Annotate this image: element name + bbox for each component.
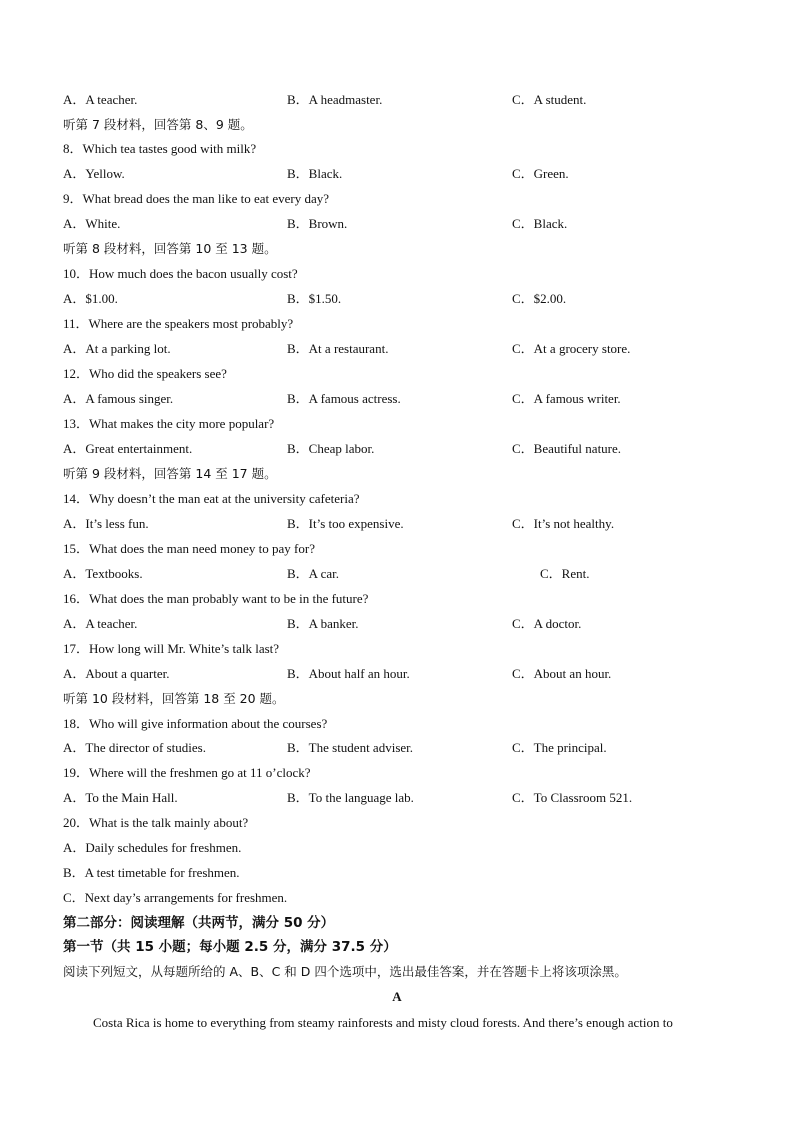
section-8-instruction: 听第 8 段材料，回答第 10 至 13 题。	[63, 241, 277, 256]
q7-option-b: B．A headmaster.	[287, 92, 383, 107]
q16-question: 16．What does the man probably want to be in the future?	[63, 591, 369, 606]
q19-question: 19．Where will the freshmen go at 11 o’clock?	[63, 765, 311, 780]
q11-option-c: C．At a grocery store.	[512, 341, 631, 356]
q18-option-b: B．The student adviser.	[287, 740, 414, 755]
q11-option-b: B．At a restaurant.	[287, 341, 389, 356]
q13-question: 13．What makes the city more popular?	[63, 416, 275, 431]
q19-option-b: B．To the language lab.	[287, 790, 414, 805]
q13-option-c: C．Beautiful nature.	[512, 441, 622, 456]
q15-question: 15．What does the man need money to pay for?	[63, 541, 315, 556]
q12-option-a: A．A famous singer.	[63, 391, 174, 406]
reading-instructions: 阅读下列短文，从每题所给的 A、B、C 和 D 四个选项中，选出最佳答案，并在答题卡上将该项涂黑。	[63, 964, 627, 979]
q8-option-a: A．Yellow.	[63, 166, 125, 181]
q13-option-b: B．Cheap labor.	[287, 441, 375, 456]
section-9-instruction: 听第 9 段材料，回答第 14 至 17 题。	[63, 466, 277, 481]
part-2-title: 第二部分：阅读理解（共两节，满分 50 分）	[63, 915, 335, 931]
q14-option-a: A．It’s less fun.	[63, 516, 149, 531]
q11-question: 11．Where are the speakers most probably?	[63, 316, 294, 331]
section-7-instruction: 听第 7 段材料，回答第 8、9 题。	[63, 117, 253, 132]
section-1-title: 第一节（共 15 小题；每小题 2.5 分，满分 37.5 分）	[63, 939, 397, 955]
q8-option-c: C．Green.	[512, 166, 569, 181]
q20-option-b: B．A test timetable for freshmen.	[63, 865, 240, 880]
q14-option-b: B．It’s too expensive.	[287, 516, 404, 531]
q17-question: 17．How long will Mr. White’s talk last?	[63, 641, 280, 656]
section-10-instruction: 听第 10 段材料，回答第 18 至 20 题。	[63, 691, 285, 706]
q15-option-a: A．Textbooks.	[63, 566, 143, 581]
q18-option-a: A．The director of studies.	[63, 740, 206, 755]
q20-option-a: A．Daily schedules for freshmen.	[63, 840, 242, 855]
q20-question: 20．What is the talk mainly about?	[63, 815, 249, 830]
q9-option-a: A．White.	[63, 216, 121, 231]
passage-label: A	[392, 989, 402, 1004]
q8-option-b: B．Black.	[287, 166, 343, 181]
q13-option-a: A．Great entertainment.	[63, 441, 193, 456]
q19-option-c: C．To Classroom 521.	[512, 790, 633, 805]
q11-option-a: A．At a parking lot.	[63, 341, 171, 356]
q10-option-b: B．$1.50.	[287, 291, 342, 306]
passage-first-line: Costa Rica is home to everything from steamy rainforests and misty cloud forests. And there’s enough action to	[93, 1015, 673, 1030]
q10-question: 10．How much does the bacon usually cost?	[63, 266, 298, 281]
q15-option-c: C．Rent.	[540, 566, 590, 581]
q16-option-a: A．A teacher.	[63, 616, 138, 631]
q12-option-c: C．A famous writer.	[512, 391, 621, 406]
q8-question: 8．Which tea tastes good with milk?	[63, 141, 257, 156]
q7-option-a: A．A teacher.	[63, 92, 138, 107]
q17-option-b: B．About half an hour.	[287, 666, 410, 681]
q14-question: 14．Why doesn’t the man eat at the university cafeteria?	[63, 491, 360, 506]
q15-option-b: B．A car.	[287, 566, 339, 581]
q14-option-c: C．It’s not healthy.	[512, 516, 615, 531]
q10-option-c: C．$2.00.	[512, 291, 567, 306]
q9-question: 9．What bread does the man like to eat every day?	[63, 191, 330, 206]
q9-option-b: B．Brown.	[287, 216, 348, 231]
q10-option-a: A．$1.00.	[63, 291, 118, 306]
q20-option-c: C．Next day’s arrangements for freshmen.	[63, 890, 288, 905]
q12-option-b: B．A famous actress.	[287, 391, 401, 406]
q16-option-b: B．A banker.	[287, 616, 359, 631]
q9-option-c: C．Black.	[512, 216, 568, 231]
q18-question: 18．Who will give information about the courses?	[63, 716, 328, 731]
q17-option-a: A．About a quarter.	[63, 666, 170, 681]
q7-option-c: C．A student.	[512, 92, 587, 107]
q12-question: 12．Who did the speakers see?	[63, 366, 227, 381]
q17-option-c: C．About an hour.	[512, 666, 612, 681]
q18-option-c: C．The principal.	[512, 740, 607, 755]
q19-option-a: A．To the Main Hall.	[63, 790, 178, 805]
q16-option-c: C．A doctor.	[512, 616, 582, 631]
